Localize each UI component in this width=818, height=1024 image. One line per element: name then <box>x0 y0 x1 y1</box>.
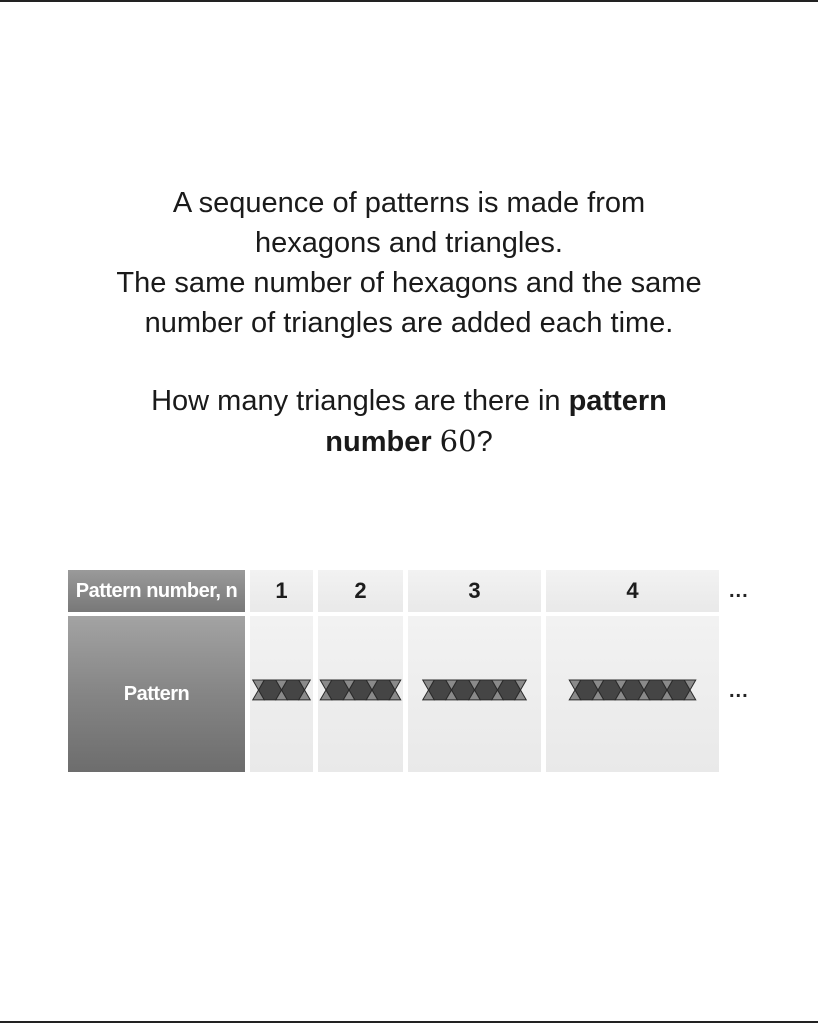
column-number-1-label: 1 <box>275 578 288 603</box>
header-ellipsis: ... <box>729 580 749 602</box>
column-number-3-label: 3 <box>468 578 481 603</box>
pattern-cell-1 <box>250 616 313 772</box>
column-number-1 <box>250 570 313 612</box>
pattern-cell-2 <box>318 616 403 772</box>
pattern-number-header <box>68 570 245 612</box>
pattern-1-figure <box>250 616 313 772</box>
paragraph-gap <box>60 343 758 381</box>
column-number-2 <box>318 570 403 612</box>
question-ask <box>60 381 758 421</box>
question-line-1: A sequence of patterns is made from <box>172 187 646 219</box>
pattern-number-header-label: Pattern number, n <box>75 579 238 602</box>
column-number-4-label: 4 <box>626 578 639 603</box>
pattern-2-figure <box>318 616 403 772</box>
column-number-4 <box>546 570 719 612</box>
pattern-3-figure <box>408 616 541 772</box>
question-text <box>60 183 758 462</box>
pattern-cell-3 <box>408 616 541 772</box>
bottom-border <box>0 1021 818 1023</box>
pattern-4-figure <box>546 616 719 772</box>
question-line-3: The same number of hexagons and the same <box>116 267 702 299</box>
pattern-ellipsis: ... <box>729 680 749 702</box>
column-number-3 <box>408 570 541 612</box>
question-line-2: hexagons and triangles. <box>255 227 563 259</box>
ask-suffix: ? <box>476 426 493 458</box>
question-line-4: number of triangles are added each time. <box>144 307 674 339</box>
ask-number: 60 <box>439 424 477 458</box>
pattern-row-header-label: Pattern <box>123 682 190 705</box>
ask-bold-pattern: pattern <box>568 385 667 417</box>
pattern-cell-4 <box>546 616 719 772</box>
pattern-row-header <box>68 616 245 772</box>
top-border <box>0 0 818 2</box>
ask-bold-number: number <box>325 426 432 458</box>
question-ask-2 <box>60 421 758 462</box>
ask-prefix: How many triangles are there in <box>151 385 561 417</box>
column-number-2-label: 2 <box>354 578 367 603</box>
